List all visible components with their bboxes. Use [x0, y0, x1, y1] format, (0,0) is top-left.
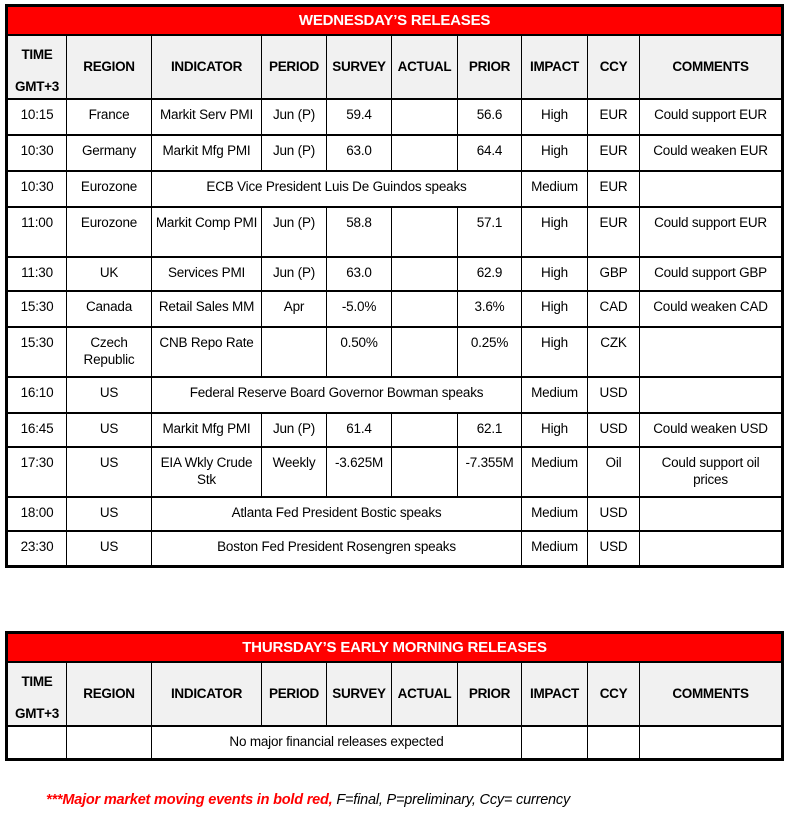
cell-period: Jun (P) — [262, 99, 327, 135]
col-header-time — [7, 35, 67, 99]
table-spacer — [5, 568, 781, 631]
cell-ccy: EUR — [588, 171, 640, 207]
cell-region: UK — [67, 257, 152, 291]
cell-event: No major financial releases expected — [152, 726, 522, 760]
col-header-ccy: CCY — [588, 662, 640, 726]
table-row-no-releases — [7, 726, 783, 760]
cell-ccy: CAD — [588, 291, 640, 327]
col-header-survey: SURVEY — [327, 662, 392, 726]
footnote-legend: F=final, P=preliminary, Ccy= currency — [332, 792, 571, 808]
cell-time: 16:10 — [7, 377, 67, 413]
footnote — [5, 792, 781, 808]
cell-indicator: Retail Sales MM — [152, 291, 262, 327]
cell-actual — [392, 327, 458, 377]
banner-row — [7, 6, 783, 35]
table-row — [7, 327, 783, 377]
cell-prior: 0.25% — [458, 327, 522, 377]
thursday-releases-table — [5, 631, 784, 761]
cell-comments: Could weaken EUR — [640, 135, 783, 171]
col-header-prior: PRIOR — [458, 35, 522, 99]
cell-time: 16:45 — [7, 413, 67, 447]
timezone-label: GMT+3 — [15, 705, 59, 721]
cell-comments: Could weaken CAD — [640, 291, 783, 327]
cell-time: 23:30 — [7, 531, 67, 567]
table-row — [7, 207, 783, 257]
cell-time: 15:30 — [7, 291, 67, 327]
table-row — [7, 291, 783, 327]
col-header-region: REGION — [67, 662, 152, 726]
banner-row — [7, 633, 783, 662]
table-row — [7, 413, 783, 447]
cell-time: 17:30 — [7, 447, 67, 497]
cell-time — [7, 726, 67, 760]
cell-ccy: USD — [588, 531, 640, 567]
cell-region: Eurozone — [67, 171, 152, 207]
cell-survey: 63.0 — [327, 257, 392, 291]
cell-indicator: Services PMI — [152, 257, 262, 291]
cell-prior: 57.1 — [458, 207, 522, 257]
cell-region: France — [67, 99, 152, 135]
cell-impact — [522, 726, 588, 760]
cell-period: Jun (P) — [262, 413, 327, 447]
table-row — [7, 99, 783, 135]
cell-actual — [392, 135, 458, 171]
cell-actual — [392, 291, 458, 327]
cell-comments: Could support oil prices — [640, 447, 783, 497]
cell-event: ECB Vice President Luis De Guindos speaks — [152, 171, 522, 207]
cell-prior: 64.4 — [458, 135, 522, 171]
cell-time: 10:15 — [7, 99, 67, 135]
cell-survey: 0.50% — [327, 327, 392, 377]
cell-indicator: Markit Comp PMI — [152, 207, 262, 257]
cell-time: 10:30 — [7, 135, 67, 171]
cell-ccy — [588, 726, 640, 760]
cell-comments — [640, 327, 783, 377]
cell-region: Czech Republic — [67, 327, 152, 377]
col-header-survey: SURVEY — [327, 35, 392, 99]
cell-time: 11:00 — [7, 207, 67, 257]
cell-actual — [392, 413, 458, 447]
table-row — [7, 447, 783, 497]
cell-comments — [640, 726, 783, 760]
cell-actual — [392, 257, 458, 291]
cell-ccy: EUR — [588, 135, 640, 171]
cell-indicator: Markit Mfg PMI — [152, 135, 262, 171]
col-header-actual: ACTUAL — [392, 662, 458, 726]
cell-time: 15:30 — [7, 327, 67, 377]
cell-region: US — [67, 497, 152, 531]
cell-impact: High — [522, 135, 588, 171]
cell-survey: 58.8 — [327, 207, 392, 257]
cell-ccy: USD — [588, 497, 640, 531]
cell-actual — [392, 99, 458, 135]
table-row — [7, 135, 783, 171]
cell-comments: Could weaken USD — [640, 413, 783, 447]
cell-comments — [640, 497, 783, 531]
footnote-highlight: ***Major market moving events in bold red, — [46, 792, 333, 808]
col-header-indicator: INDICATOR — [152, 662, 262, 726]
col-header-period: PERIOD — [262, 35, 327, 99]
cell-impact: High — [522, 413, 588, 447]
cell-region: Canada — [67, 291, 152, 327]
cell-period: Jun (P) — [262, 135, 327, 171]
cell-comments: Could support EUR — [640, 207, 783, 257]
cell-prior: -7.355M — [458, 447, 522, 497]
cell-period: Jun (P) — [262, 207, 327, 257]
cell-region: US — [67, 531, 152, 567]
cell-indicator: Markit Mfg PMI — [152, 413, 262, 447]
cell-survey: -3.625M — [327, 447, 392, 497]
table-title-banner: WEDNESDAY’S RELEASES — [7, 6, 783, 35]
cell-event: Boston Fed President Rosengren speaks — [152, 531, 522, 567]
cell-indicator: EIA Wkly Crude Stk — [152, 447, 262, 497]
cell-event: Atlanta Fed President Bostic speaks — [152, 497, 522, 531]
table-title-banner: THURSDAY’S EARLY MORNING RELEASES — [7, 633, 783, 662]
cell-survey: -5.0% — [327, 291, 392, 327]
cell-region — [67, 726, 152, 760]
cell-indicator: Markit Serv PMI — [152, 99, 262, 135]
cell-comments — [640, 171, 783, 207]
cell-region: Germany — [67, 135, 152, 171]
cell-period: Weekly — [262, 447, 327, 497]
col-header-indicator: INDICATOR — [152, 35, 262, 99]
cell-impact: High — [522, 327, 588, 377]
col-header-comments: COMMENTS — [640, 662, 783, 726]
col-header-prior: PRIOR — [458, 662, 522, 726]
cell-comments: Could support EUR — [640, 99, 783, 135]
cell-comments — [640, 531, 783, 567]
cell-indicator: CNB Repo Rate — [152, 327, 262, 377]
cell-survey: 59.4 — [327, 99, 392, 135]
col-header-comments: COMMENTS — [640, 35, 783, 99]
timezone-label: GMT+3 — [15, 78, 59, 94]
cell-survey: 61.4 — [327, 413, 392, 447]
cell-impact: High — [522, 291, 588, 327]
cell-comments — [640, 377, 783, 413]
cell-prior: 62.1 — [458, 413, 522, 447]
time-label: TIME — [21, 673, 53, 689]
cell-region: Eurozone — [67, 207, 152, 257]
cell-impact: High — [522, 207, 588, 257]
cell-impact: Medium — [522, 497, 588, 531]
col-header-region: REGION — [67, 35, 152, 99]
cell-ccy: EUR — [588, 207, 640, 257]
cell-actual — [392, 207, 458, 257]
table-row — [7, 257, 783, 291]
cell-time: 18:00 — [7, 497, 67, 531]
cell-ccy: Oil — [588, 447, 640, 497]
col-header-period: PERIOD — [262, 662, 327, 726]
col-header-impact: IMPACT — [522, 662, 588, 726]
table-row-speaker-event — [7, 497, 783, 531]
table-row-speaker-event — [7, 531, 783, 567]
cell-survey: 63.0 — [327, 135, 392, 171]
cell-ccy: CZK — [588, 327, 640, 377]
cell-impact: Medium — [522, 377, 588, 413]
cell-period — [262, 327, 327, 377]
cell-ccy: USD — [588, 377, 640, 413]
table-row-speaker-event — [7, 171, 783, 207]
time-label: TIME — [21, 46, 53, 62]
col-header-actual: ACTUAL — [392, 35, 458, 99]
cell-region: US — [67, 447, 152, 497]
cell-impact: Medium — [522, 171, 588, 207]
col-header-time — [7, 662, 67, 726]
cell-ccy: USD — [588, 413, 640, 447]
cell-actual — [392, 447, 458, 497]
cell-impact: High — [522, 99, 588, 135]
cell-region: US — [67, 413, 152, 447]
cell-prior: 3.6% — [458, 291, 522, 327]
column-header-row — [7, 35, 783, 99]
cell-prior: 62.9 — [458, 257, 522, 291]
cell-period: Jun (P) — [262, 257, 327, 291]
cell-ccy: GBP — [588, 257, 640, 291]
cell-comments: Could support GBP — [640, 257, 783, 291]
cell-time: 10:30 — [7, 171, 67, 207]
cell-event: Federal Reserve Board Governor Bowman speaks — [152, 377, 522, 413]
cell-region: US — [67, 377, 152, 413]
table-row-speaker-event — [7, 377, 783, 413]
wednesday-releases-table — [5, 4, 784, 568]
col-header-ccy: CCY — [588, 35, 640, 99]
cell-impact: Medium — [522, 447, 588, 497]
col-header-impact: IMPACT — [522, 35, 588, 99]
column-header-row — [7, 662, 783, 726]
cell-time: 11:30 — [7, 257, 67, 291]
cell-ccy: EUR — [588, 99, 640, 135]
cell-prior: 56.6 — [458, 99, 522, 135]
cell-impact: High — [522, 257, 588, 291]
cell-period: Apr — [262, 291, 327, 327]
cell-impact: Medium — [522, 531, 588, 567]
